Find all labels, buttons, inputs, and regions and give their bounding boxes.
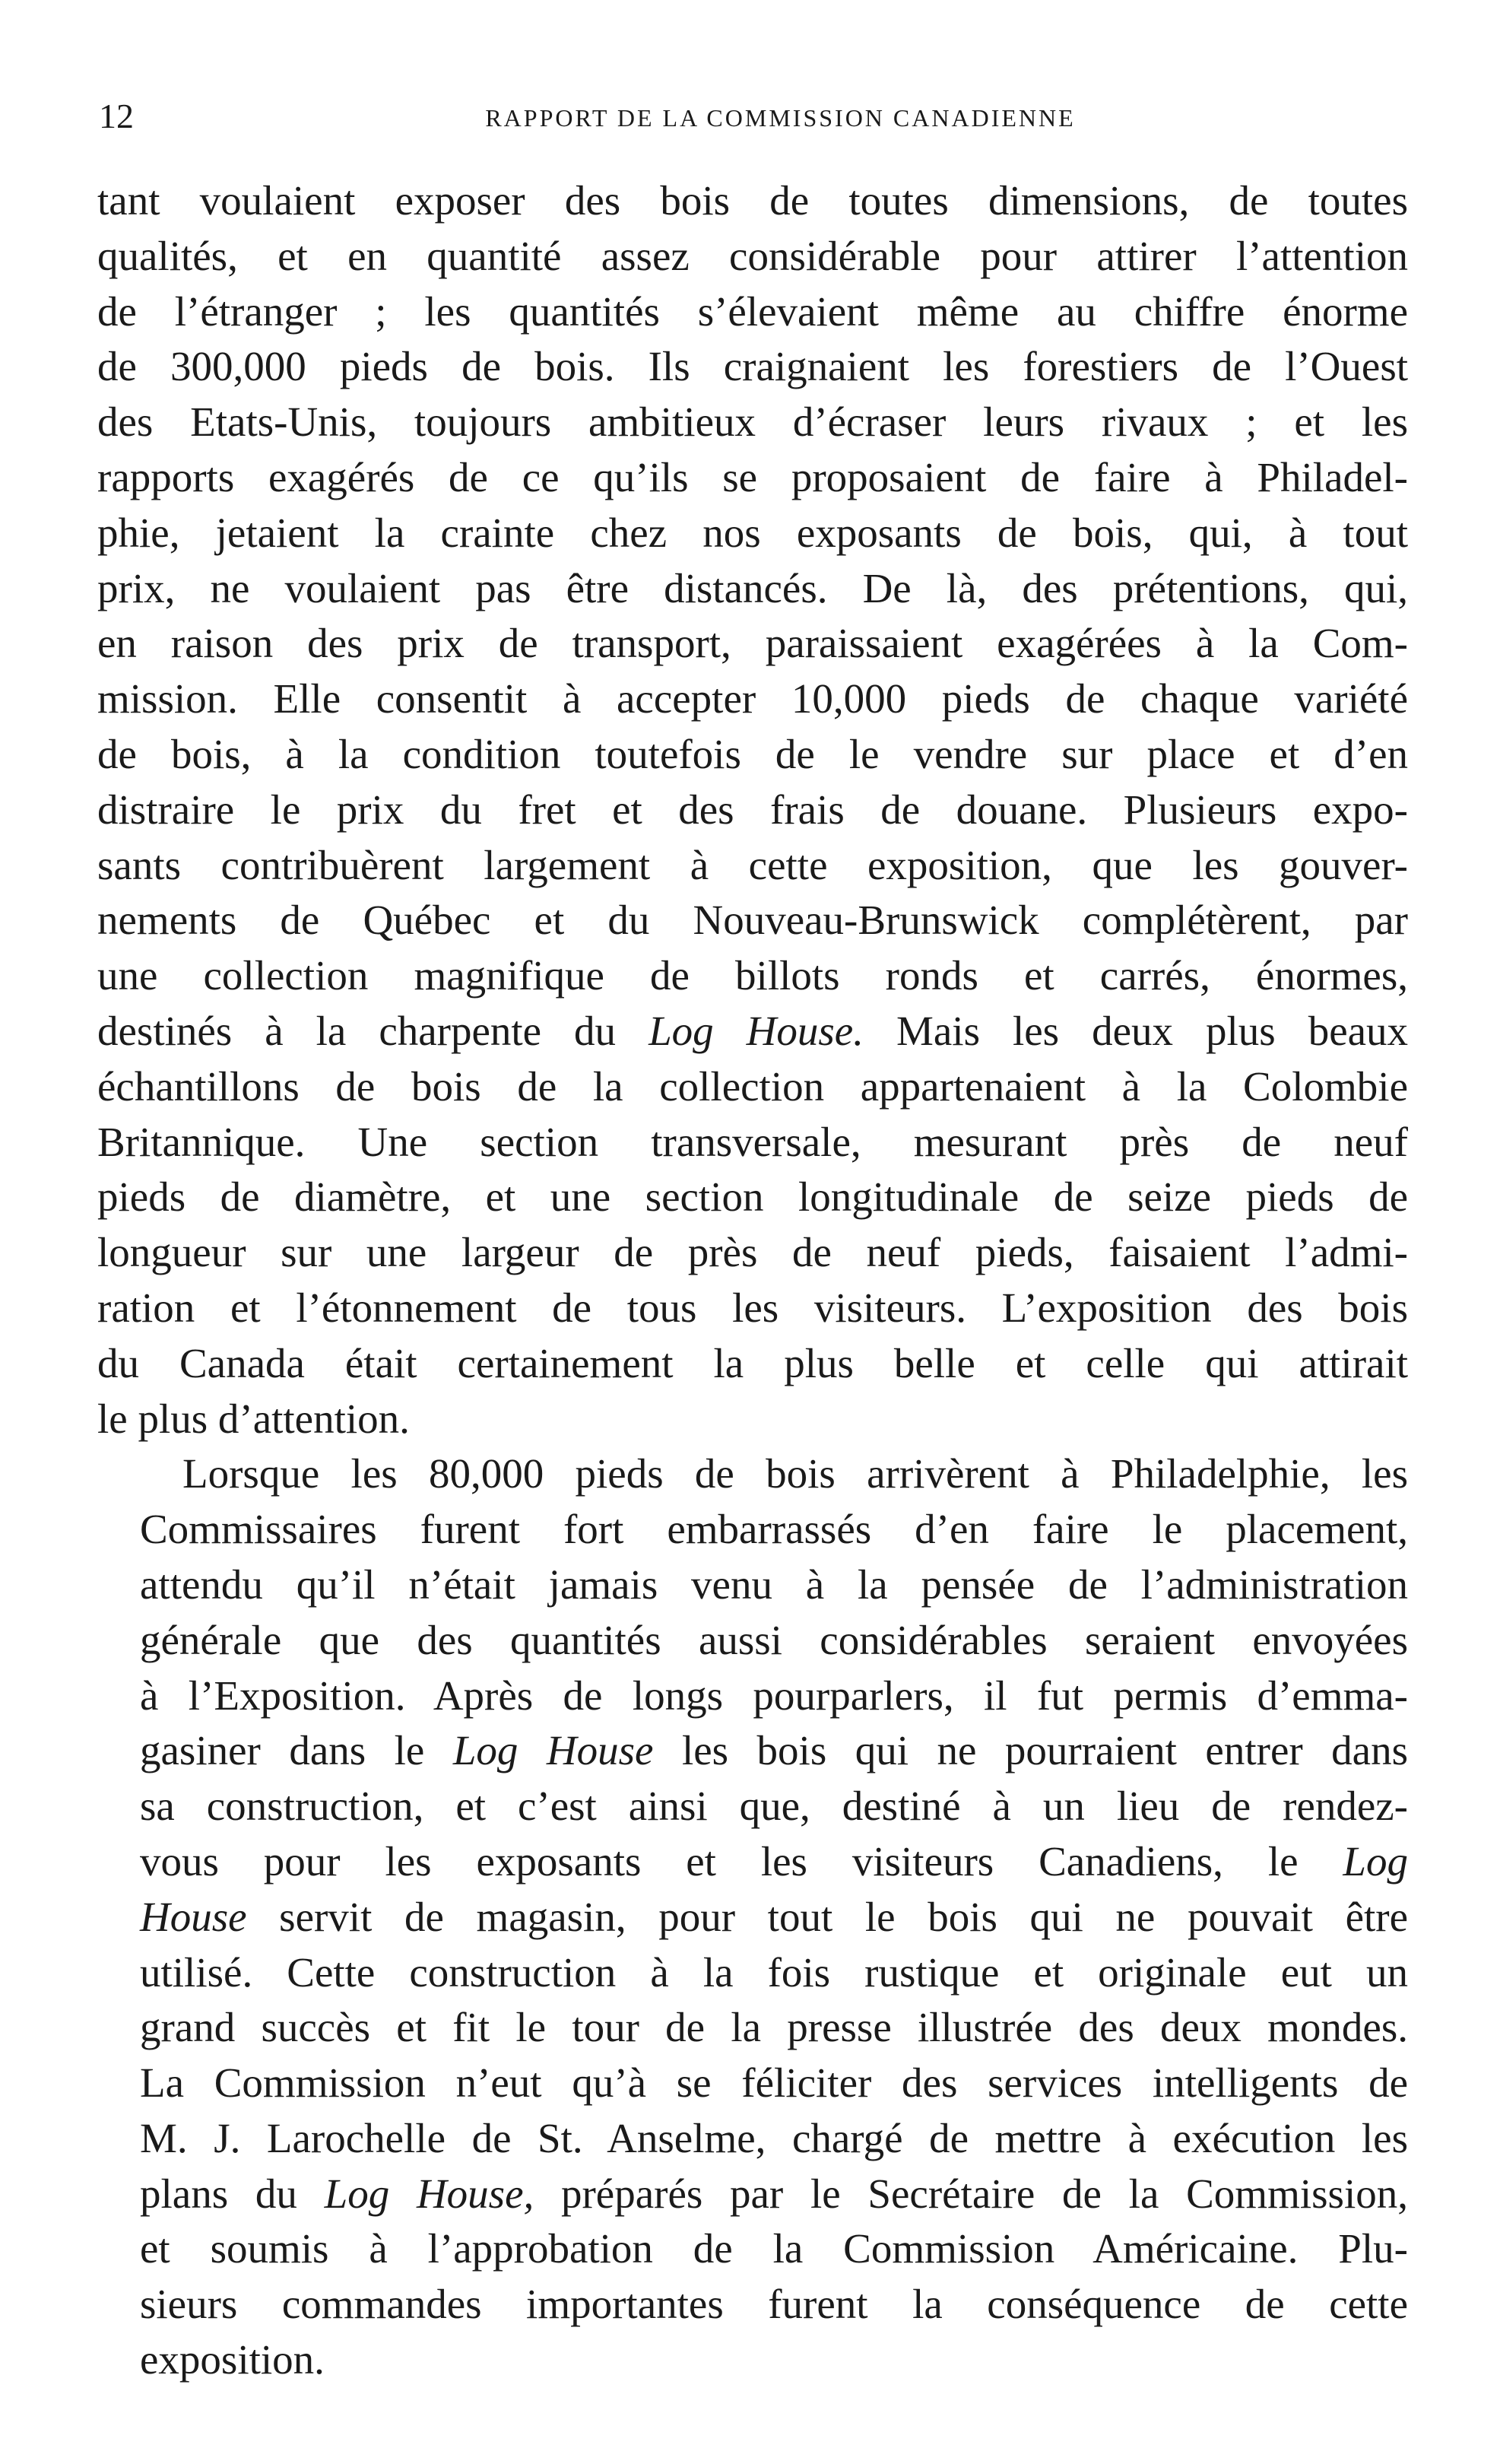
text-line: nements de Québec et du Nouveau-Brunswick complétèrent, par (97, 897, 1408, 944)
text-run: Mais les deux plus beaux (863, 1007, 1409, 1054)
text-line: de 300,000 pieds de bois. Ils craignaient les forestiers de l’Ouest (97, 343, 1408, 390)
text-line: en raison des prix de transport, paraissaient exagérées à la Com- (97, 620, 1408, 667)
text-line: de bois, à la condition toutefois de le vendre sur place et d’en (97, 730, 1408, 777)
text-run: les bois qui ne pourraient entrer dans (653, 1727, 1408, 1774)
text-line: de l’étranger ; les quantités s’élevaient même au chiffre énorme (97, 287, 1408, 335)
italic-text: Log House. (649, 1007, 864, 1054)
text-line: mission. Elle consentit à accepter 10,000 pieds de chaque variété (97, 675, 1408, 722)
page-number: 12 (99, 97, 134, 135)
text-line (97, 1890, 1408, 1945)
text-line: ration et l’étonnement de tous les visiteurs. L’exposition des bois (97, 1284, 1408, 1331)
text-line: distraire le prix du fret et des frais de douane. Plusieurs expo- (97, 786, 1408, 833)
text-line: pieds de diamètre, et une section longitudinale de seize pieds de (97, 1173, 1408, 1221)
italic-text: Log House (452, 1727, 654, 1774)
text-line: à l’Exposition. Après de longs pourparlers, il fut permis d’emma- (140, 1672, 1408, 1719)
italic-text: Log House, (324, 2170, 534, 2217)
italic-text: House (140, 1893, 247, 1940)
text-line: La Commission n’eut qu’à se féliciter des services intelligents de (140, 2059, 1408, 2107)
text-line (97, 1004, 1408, 1059)
text-line: prix, ne voulaient pas être distancés. De là, des prétentions, qui, (97, 564, 1408, 611)
text-line: sants contribuèrent largement à cette exposition, que les gouver- (97, 841, 1408, 888)
running-head: RAPPORT DE LA COMMISSION CANADIENNE (485, 104, 1076, 132)
text-line (97, 1723, 1408, 1779)
italic-text: Log (1343, 1837, 1408, 1885)
text-line: des Etats-Unis, toujours ambitieux d’écraser leurs rivaux ; et les (97, 398, 1408, 446)
text-line: Commissaires furent fort embarrassés d’en faire le placement, (140, 1506, 1408, 1553)
text-line: qualités, et en quantité assez considérable pour attirer l’attention (97, 232, 1408, 279)
text-line: Britannique. Une section transversale, mesurant près de neuf (97, 1118, 1408, 1165)
text-line: une collection magnifique de billots ronds et carrés, énormes, (97, 952, 1408, 999)
text-line: du Canada était certainement la plus belle et celle qui attirait (97, 1339, 1408, 1386)
paragraph-2 (97, 1446, 1408, 2388)
text-run: plans du (140, 2170, 325, 2217)
text-line: utilisé. Cette construction à la fois rustique et originale eut un (140, 1948, 1408, 1996)
text-line: attendu qu’il n’était jamais venu à la pensée de l’administration (140, 1561, 1408, 1608)
text-line: Lorsque les 80,000 pieds de bois arrivèrent à Philadelphie, les (182, 1450, 1408, 1497)
page-header (99, 97, 1401, 135)
text-line: longueur sur une largeur de près de neuf pieds, faisaient l’admi- (97, 1229, 1408, 1276)
text-line: sieurs commandes importantes furent la conséquence de cette (140, 2281, 1408, 2328)
text-line: tant voulaient exposer des bois de toutes dimensions, de toutes (97, 177, 1408, 224)
text-line: rapports exagérés de ce qu’ils se proposaient de faire à Philadel- (97, 453, 1408, 500)
text-line: exposition. (140, 2336, 325, 2383)
text-line: M. J. Larochelle de St. Anselme, chargé de mettre à exécution les (140, 2114, 1408, 2161)
text-run: préparés par le Secrétaire de la Commission, (534, 2170, 1408, 2217)
text-run: destinés à la charpente du (97, 1007, 649, 1054)
text-line: échantillons de bois de la collection appartenaient à la Colombie (97, 1062, 1408, 1110)
text-line: phie, jetaient la crainte chez nos exposants de bois, qui, à tout (97, 509, 1408, 556)
text-run: gasiner dans le (140, 1727, 453, 1774)
text-run: servit de magasin, pour tout le bois qui ne pouvait être (246, 1893, 1408, 1940)
text-run: vous pour les exposants et les visiteurs Canadiens, le (140, 1837, 1343, 1885)
text-line: grand succès et fit le tour de la presse illustrée des deux mondes. (140, 2004, 1408, 2051)
text-line: et soumis à l’approbation de la Commission Américaine. Plu- (140, 2225, 1408, 2272)
text-line: générale que des quantités aussi considérables seraient envoyées (140, 1616, 1408, 1663)
text-line (97, 1834, 1408, 1890)
text-line: sa construction, et c’est ainsi que, destiné à un lieu de rendez- (140, 1783, 1408, 1830)
body-text (97, 173, 1408, 2388)
paragraph-1 (97, 173, 1408, 1446)
text-line: le plus d’attention. (97, 1395, 410, 1442)
text-line (97, 2167, 1408, 2222)
